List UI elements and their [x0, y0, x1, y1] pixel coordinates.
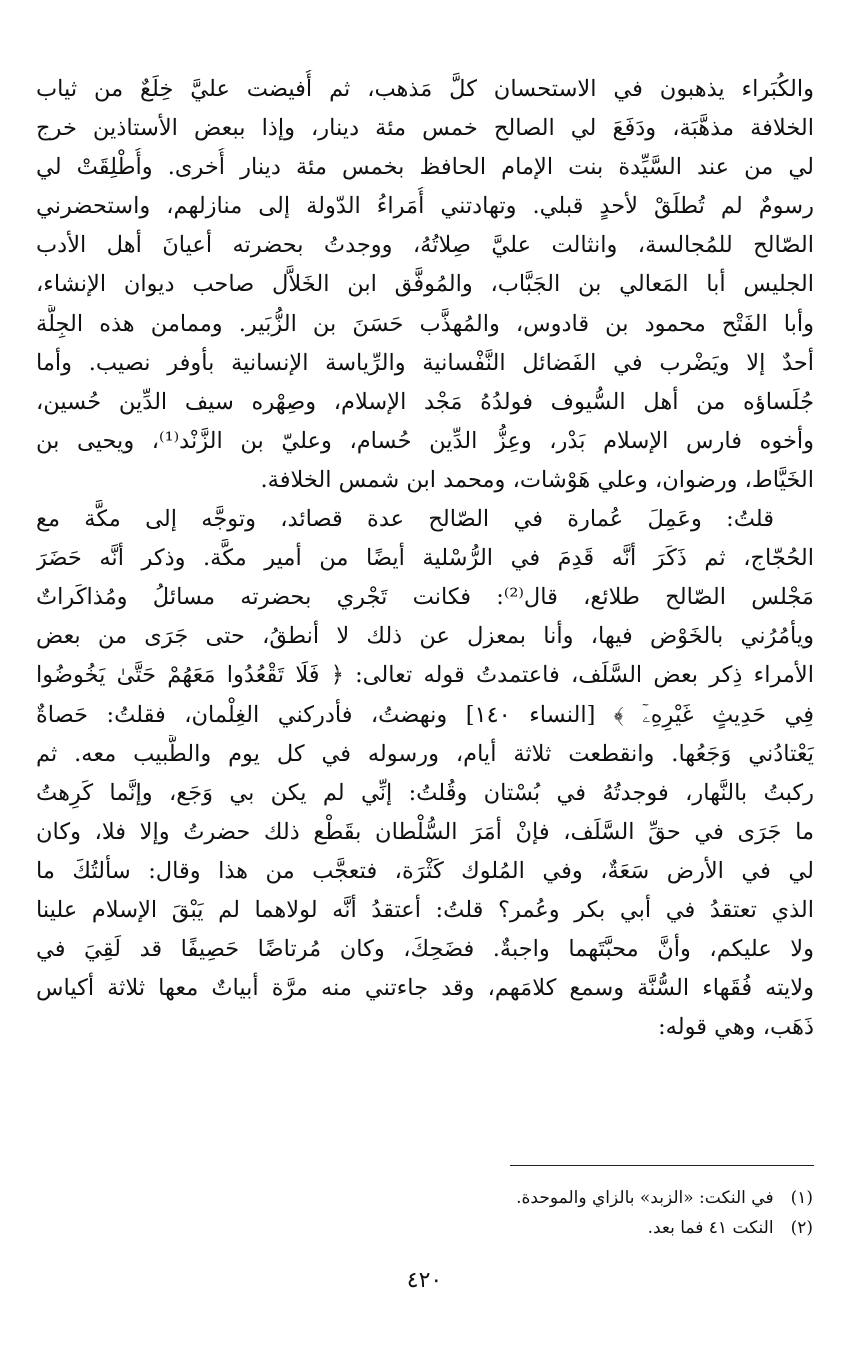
footnote-divider [510, 1165, 814, 1166]
footnote-text: في النكت: «الزبد» بالزاي والموحدة. [516, 1188, 774, 1208]
text-line: لي من عند السَّيِّدة بنت الإمام الحافظ بخمس مئة دينار أُخرى. وأُطْلِقَتْ لي [36, 154, 814, 181]
footnote-number: (٢) [790, 1218, 813, 1238]
text-line: ولا عليكم، وأنَّ محبَّتَهما واجبةٌ. فضَحِكَ، وكان مُرتاضًا حَصِيفًا قد لَقِيَ في [36, 936, 814, 963]
footnote-text: النكت ٤١ فما بعد. [647, 1218, 774, 1238]
text-line: مَجْلس الصّالح طلائع، قال⁽²⁾: فكانت تَجْري بحضرته مسائلُ ومُذاكَراتٌ [36, 584, 814, 611]
page-number: ٤٢٠ [406, 1268, 443, 1293]
footnote [213, 1183, 813, 1213]
text-line: الحُجّاج، ثم ذَكَرَ أنَّه قَدِمَ في الرُّسْلية أيضًا من أمير مكَّة. وذكر أنَّه حَضَرَ [36, 545, 814, 572]
text-line: الجليس أبا المَعالي بن الجَبَّاب، والمُوفَّق ابن الخَلاَّل صاحب ديوان الإنشاء، [36, 271, 814, 298]
text-line: الذي تعتقدُ في أبي بكر وعُمر؟ قلتُ: أعتقدُ أنَّه لولاهما لم يَبْقَ الإسلام علينا [36, 896, 814, 923]
text-line: ركبتُ بالنَّهار، فوجدتُهُ في بُسْتان وقُلتُ: إنِّي لم يكن بي وَجَع، وإنَّما كَرِهتُ [36, 779, 814, 806]
footnotes [213, 1183, 813, 1243]
text-line: ولايته فُقَهاء السُّنَّة وسمع كلامَهم، وقد جاءتني منه مرَّة أبياتٌ معها ثلاثة أكياس [36, 975, 814, 1002]
text-line: ذَهَب، وهي قوله: [658, 1014, 814, 1041]
quran-quote-line: الأمراء ذِكر بعض السَّلَف، فاعتمدتُ قوله تعالى: ﴿ فَلَا تَقْعُدُوا مَعَهُمْ حَتَّىٰ يَخُوضُوا [36, 662, 814, 689]
text-line: الخَيَّاط، ورضوان، وعلي هَوْشات، ومحمد ابن شمس الخلافة. [260, 466, 814, 493]
text-line: رسومٌ لم تُطلَقْ لأحدٍ قبلي. وتهادتني أُمَراءُ الدّولة إلى منازلهم، واستحضرني [36, 193, 814, 220]
text-line: جُلَساؤه من أهل السُّيوف فولدُهُ مَجْد الإسلام، وصِهْره سيف الدِّين حُسين، [36, 388, 814, 415]
text-line: لي في الأرض سَعَةٌ، وفي المُلوك كَثْرَة، فتعجَّب من هذا وقال: سألتُكَ ما [36, 857, 814, 884]
text-line: قلتُ: وعَمِلَ عُمارة في الصّالح عدة قصائد، وتوجَّه إلى مكَّة مع [36, 506, 774, 533]
footnote-number: (١) [790, 1188, 813, 1208]
text-line: والكُبَراء يذهبون في الاستحسان كلَّ مَذهب، ثم أُفيضت عليَّ خِلَعٌ من ثياب [36, 76, 814, 102]
text-line: ما جَرَى في حقِّ السَّلَف، فإنْ أمَرَ السُّلْطان بقَطْع ذلك حضرتُ وإلا فلا، وكان [36, 818, 814, 845]
text-line: وأخوه فارس الإسلام بَدْر، وعِزُّ الدِّين حُسام، وعليّ بن الزَّنْد⁽¹⁾، ويحيى بن [36, 427, 814, 454]
text-line: وأبا الفَتْح محمود بن قادوس، والمُهذَّب حَسَنَ بن الزُّبَير. وممامن هذه الجِلَّة [36, 310, 814, 337]
text-line: الخلافة مذهَّبَة، ودَفَعَ لي الصالح خمس مئة دينار، وإذا ببعض الأستاذين خرج [36, 115, 814, 142]
text-line: يَعْتادُني وَجَعُها. وانقطعت ثلاثة أيام، ورسوله في كل يوم والطَّبيب معه. ثم [36, 740, 814, 767]
footnote [213, 1213, 813, 1243]
main-text-block [36, 70, 814, 1047]
text-line: الصّالح للمُجالسة، وانثالت عليَّ صِلاتُهُ، ووجدتُ بحضرته أعيانَ أهل الأدب [36, 232, 814, 259]
quran-quote-line: فِي حَدِيثٍ غَيْرِهِۦٓ ﴾ [النساء ١٤٠] ونهضتُ، فأدركني الغِلْمان، فقلتُ: حَصاةٌ [36, 701, 814, 728]
text-line: أحدٌ إلا ويَضْرب في الفَضائل النَّفْسانية والرِّياسة الإنسانية بأوفر نصيب. وأما [36, 349, 814, 376]
text-line: ويأمُرُني بالخَوْض فيها، وأنا بمعزل عن ذلك لا أنطقُ، حتى جَرَى من بعض [36, 623, 814, 650]
